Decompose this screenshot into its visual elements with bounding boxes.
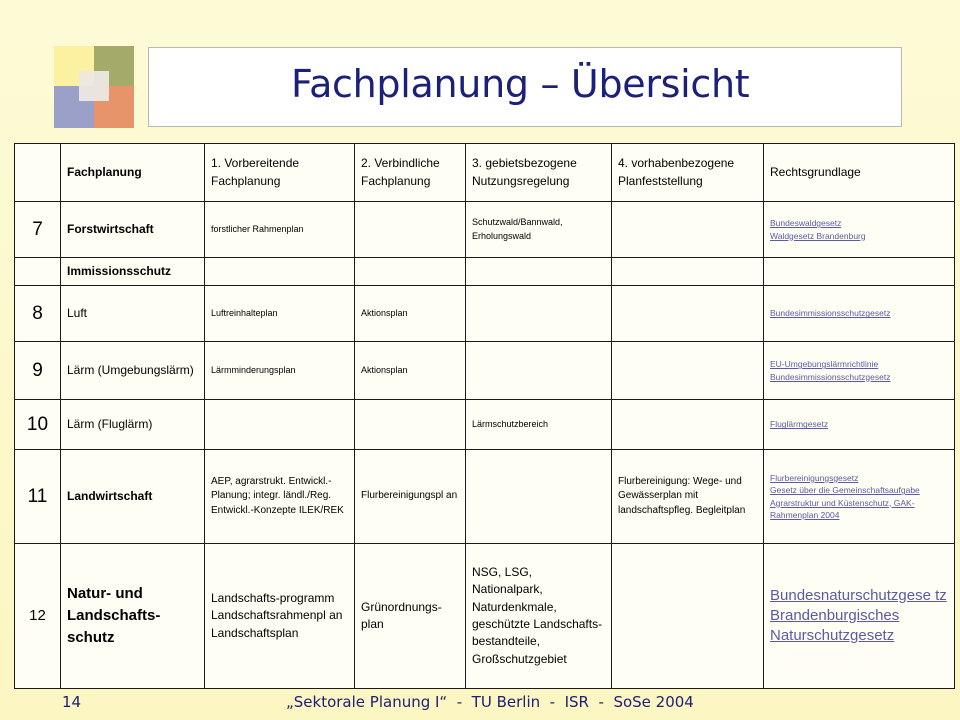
cell-col4 [612,286,764,342]
footer-text: „Sektorale Planung I“ - TU Berlin - ISR - SoSe 2004 [286,693,694,711]
cell-col3 [466,450,612,544]
header-col4: 4. vorhabenbezogene Planfeststellung [612,144,764,202]
cell-col3 [466,286,612,342]
cell-col3 [466,342,612,400]
table-row-9 [15,342,955,400]
cell-rechtsgrundlage [764,258,955,286]
table-row-12 [15,544,955,689]
row-name: Natur- und Landschafts-schutz [61,544,205,689]
table-row-7 [15,202,955,258]
header-rechtsgrundlage: Rechtsgrundlage [764,144,955,202]
header-col3: 3. gebietsbezogene Nutzungsregelung [466,144,612,202]
cell-rechtsgrundlage [764,286,955,342]
planning-table [14,143,955,689]
cell-rechtsgrundlage [764,202,955,258]
cell-col3 [466,258,612,286]
cell-col1: Lärmminderungsplan [205,342,355,400]
cell-col4 [612,202,764,258]
cell-col4 [612,400,764,450]
row-name: Lärm (Fluglärm) [61,400,205,450]
table-row-11 [15,450,955,544]
row-name: Immissionsschutz [61,258,205,286]
header-fachplanung: Fachplanung [61,144,205,202]
law-link[interactable]: Bundeswaldgesetz [770,218,842,229]
cell-col1 [205,400,355,450]
cell-col4 [612,258,764,286]
row-number: 12 [15,544,61,689]
law-link[interactable]: Fluglärmgesetz [770,419,829,430]
cell-col3: Lärmschutzbereich [466,400,612,450]
law-link[interactable]: Bundesimmissionsschutzgesetz [770,308,891,319]
cell-col2 [355,400,466,450]
law-link[interactable]: Bundesimmissionsschutzgesetz [770,371,891,382]
row-number: 9 [15,342,61,400]
row-number: 11 [15,450,61,544]
cell-col3: Schutzwald/Bannwald, Erholungswald [466,202,612,258]
cell-rechtsgrundlage [764,450,955,544]
logo-square-center [79,71,109,101]
cell-col1: Landschafts-programm Landschaftsrahmenpl an Landschaftsplan [205,544,355,689]
law-link[interactable]: Flurbereinigungsgesetz [770,472,859,483]
law-link[interactable]: EU-Umgebungslärmrichtlinie [770,359,879,370]
page-title: Fachplanung – Übersicht [291,62,750,106]
header-col2: 2. Verbindliche Fachplanung [355,144,466,202]
cell-col1 [205,258,355,286]
row-name: Luft [61,286,205,342]
cell-col2: Grünordnungs-plan [355,544,466,689]
cell-rechtsgrundlage [764,544,955,689]
table-row-8 [15,286,955,342]
row-name: Landwirtschaft [61,450,205,544]
cell-col2 [355,202,466,258]
law-link[interactable]: Bundesnaturschutzgese tz [770,586,947,604]
cell-col2: Flurbereinigungspl an [355,450,466,544]
row-name: Lärm (Umgebungslärm) [61,342,205,400]
cell-col1: Luftreinhalteplan [205,286,355,342]
cell-rechtsgrundlage [764,342,955,400]
row-number: 10 [15,400,61,450]
header-col1: 1. Vorbereitende Fachplanung [205,144,355,202]
cell-rechtsgrundlage [764,400,955,450]
cell-col3: NSG, LSG, Nationalpark, Naturdenkmale, geschützte Landschafts-bestandteile, Großschutzgebiet [466,544,612,689]
cell-col4: Flurbereinigung: Wege- und Gewässerplan mit landschaftspfleg. Begleitplan [612,450,764,544]
cell-col1: forstlicher Rahmenplan [205,202,355,258]
title-box [148,47,902,127]
header-num [15,144,61,202]
row-number: 7 [15,202,61,258]
cell-col2 [355,258,466,286]
table-row-10 [15,400,955,450]
row-name: Forstwirtschaft [61,202,205,258]
page-number: 14 [62,693,82,711]
row-number [15,258,61,286]
law-link[interactable]: Waldgesetz Brandenburg [770,230,866,241]
table-header-row [15,144,955,202]
cell-col1: AEP, agrarstrukt. Entwickl.-Planung; integr. ländl./Reg. Entwickl.-Konzepte ILEK/REK [205,450,355,544]
row-number: 8 [15,286,61,342]
cell-col4 [612,342,764,400]
cell-col2: Aktionsplan [355,286,466,342]
law-link[interactable]: Brandenburgisches Naturschutzgesetz [770,606,900,645]
law-link[interactable]: Gesetz über die Gemeinschaftsaufgabe Agrarstruktur und Küstenschutz, GAK-Rahmenplan 2004 [770,485,920,520]
cell-col2: Aktionsplan [355,342,466,400]
logo [54,46,134,128]
cell-col4 [612,544,764,689]
table-row-immissionsschutz [15,258,955,286]
